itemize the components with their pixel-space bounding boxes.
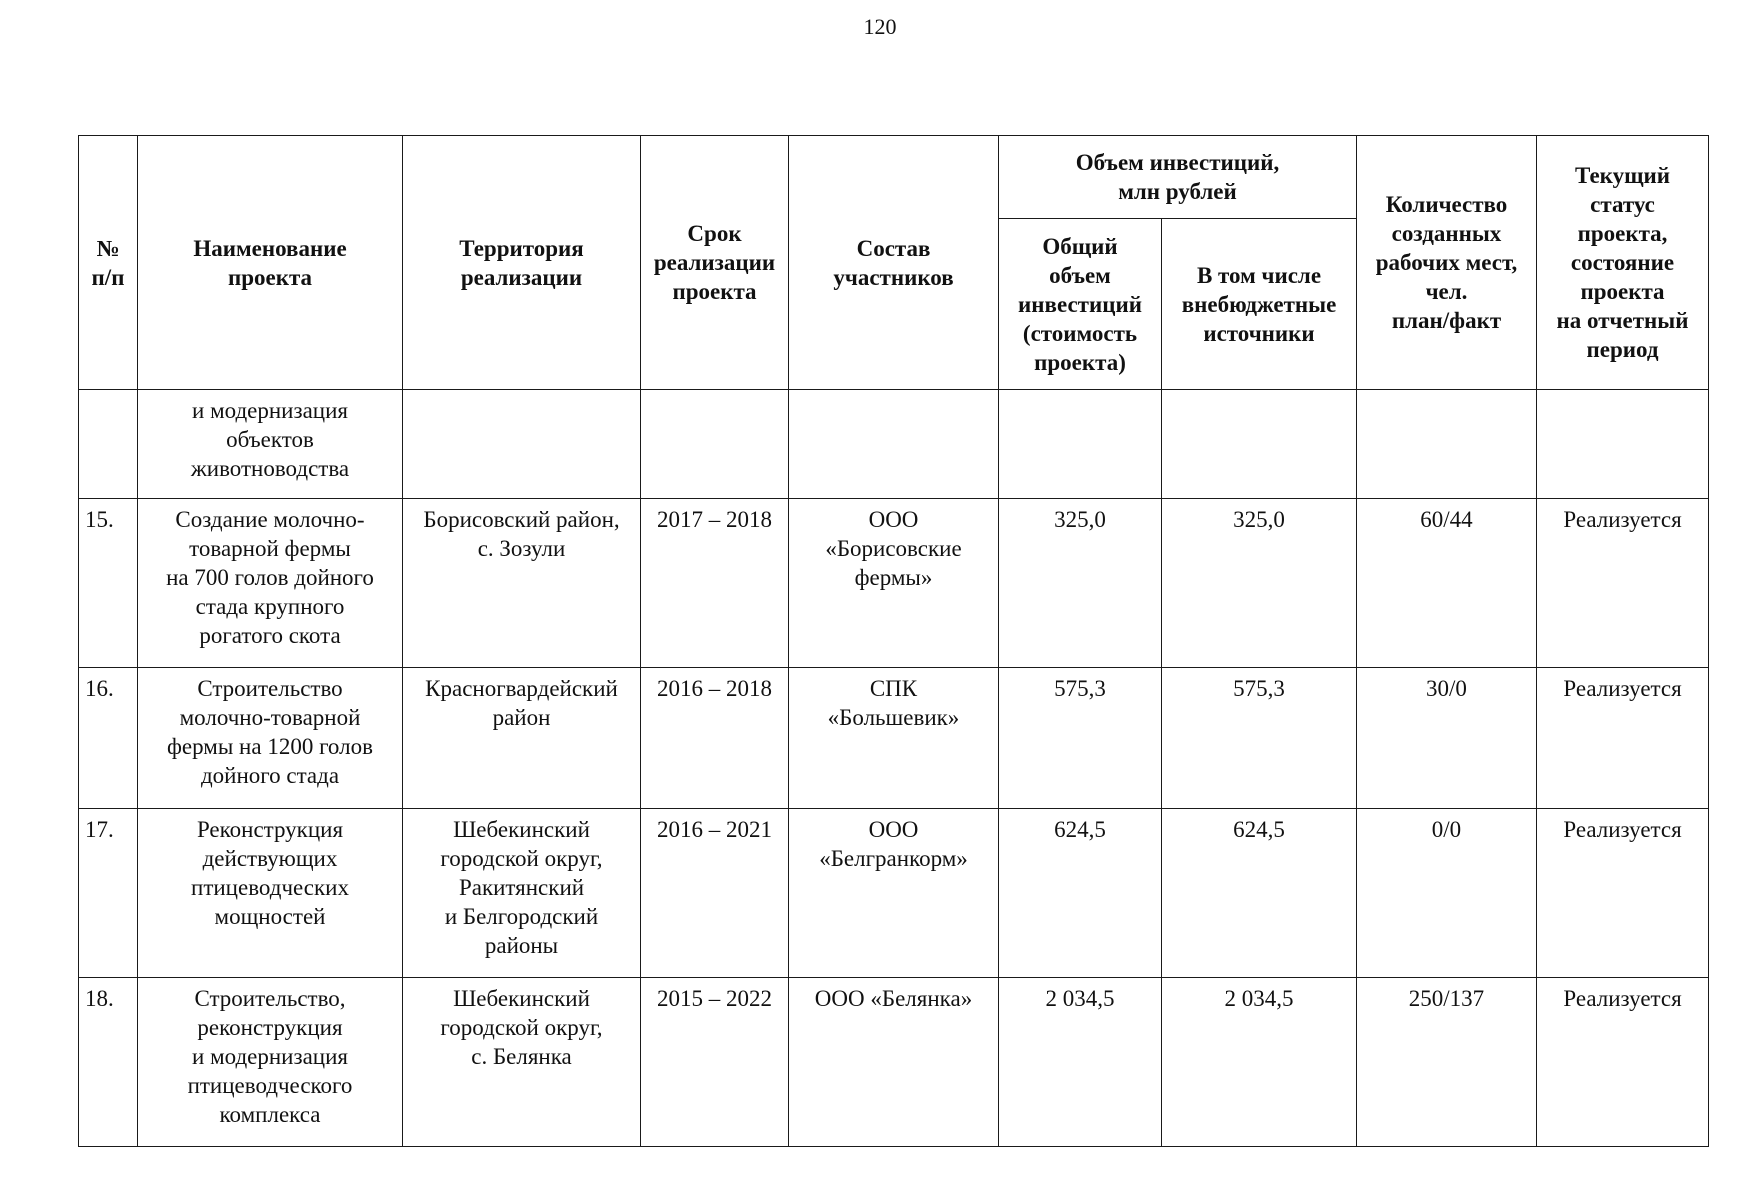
cell-territory: Борисовский район, с. Зозули xyxy=(403,499,641,668)
cell-investment-nonbudget: 575,3 xyxy=(1162,668,1357,809)
table-row xyxy=(79,978,1709,1147)
cell-participants: ООО «Белгранкорм» xyxy=(789,809,999,978)
cell-participants: ООО «Белянка» xyxy=(789,978,999,1147)
cell-project-name: Создание молочно- товарной фермы на 700 голов дойного стада крупного рогатого скота xyxy=(138,499,403,668)
cell-territory xyxy=(403,390,641,499)
cell-investment-total: 325,0 xyxy=(999,499,1162,668)
cell-term: 2016 – 2018 xyxy=(641,668,789,809)
cell-project-name: и модернизация объектов животноводства xyxy=(138,390,403,499)
cell-project-name: Строительство молочно-товарной фермы на 1200 голов дойного стада xyxy=(138,668,403,809)
cell-investment-total: 624,5 xyxy=(999,809,1162,978)
cell-jobs: 30/0 xyxy=(1357,668,1537,809)
table-row-continuation xyxy=(79,390,1709,499)
header-num: № п/п xyxy=(79,136,138,390)
table-header xyxy=(79,136,1709,390)
table-row xyxy=(79,499,1709,668)
cell-investment-total xyxy=(999,390,1162,499)
header-term: Срок реализации проекта xyxy=(641,136,789,390)
header-territory: Территория реализации xyxy=(403,136,641,390)
header-row xyxy=(79,136,1709,219)
cell-num: 16. xyxy=(79,668,138,809)
cell-term: 2015 – 2022 xyxy=(641,978,789,1147)
cell-project-name: Реконструкция действующих птицеводческих мощностей xyxy=(138,809,403,978)
header-jobs: Количество созданных рабочих мест, чел. план/факт xyxy=(1357,136,1537,390)
cell-investment-nonbudget: 325,0 xyxy=(1162,499,1357,668)
table-body xyxy=(79,390,1709,1147)
cell-status: Реализуется xyxy=(1537,978,1709,1147)
cell-num xyxy=(79,390,138,499)
cell-investment-nonbudget xyxy=(1162,390,1357,499)
cell-status: Реализуется xyxy=(1537,809,1709,978)
cell-participants: ООО «Борисовские фермы» xyxy=(789,499,999,668)
cell-jobs xyxy=(1357,390,1537,499)
cell-term xyxy=(641,390,789,499)
header-project-name: Наименование проекта xyxy=(138,136,403,390)
cell-term: 2016 – 2021 xyxy=(641,809,789,978)
cell-status xyxy=(1537,390,1709,499)
cell-territory: Красногвардейский район xyxy=(403,668,641,809)
header-investment-nonbudget: В том числе внебюджетные источники xyxy=(1162,219,1357,390)
cell-num: 17. xyxy=(79,809,138,978)
cell-investment-nonbudget: 624,5 xyxy=(1162,809,1357,978)
cell-participants: СПК «Большевик» xyxy=(789,668,999,809)
cell-status: Реализуется xyxy=(1537,499,1709,668)
table-row xyxy=(79,668,1709,809)
cell-term: 2017 – 2018 xyxy=(641,499,789,668)
cell-jobs: 0/0 xyxy=(1357,809,1537,978)
table-row xyxy=(79,809,1709,978)
page-number: 120 xyxy=(863,14,897,39)
header-investment-total: Общий объем инвестиций (стоимость проекта) xyxy=(999,219,1162,390)
cell-territory: Шебекинский городской округ, Ракитянский и Белгородский районы xyxy=(403,809,641,978)
cell-jobs: 60/44 xyxy=(1357,499,1537,668)
investment-projects-table xyxy=(78,135,1709,1147)
header-investment-group: Объем инвестиций, млн рублей xyxy=(999,136,1357,219)
header-status: Текущий статус проекта, состояние проекта на отчетный период xyxy=(1537,136,1709,390)
cell-project-name: Строительство, реконструкция и модернизация птицеводческого комплекса xyxy=(138,978,403,1147)
cell-territory: Шебекинский городской округ, с. Белянка xyxy=(403,978,641,1147)
cell-participants xyxy=(789,390,999,499)
cell-investment-nonbudget: 2 034,5 xyxy=(1162,978,1357,1147)
cell-status: Реализуется xyxy=(1537,668,1709,809)
header-participants: Состав участников xyxy=(789,136,999,390)
cell-investment-total: 575,3 xyxy=(999,668,1162,809)
cell-num: 18. xyxy=(79,978,138,1147)
cell-jobs: 250/137 xyxy=(1357,978,1537,1147)
cell-investment-total: 2 034,5 xyxy=(999,978,1162,1147)
cell-num: 15. xyxy=(79,499,138,668)
